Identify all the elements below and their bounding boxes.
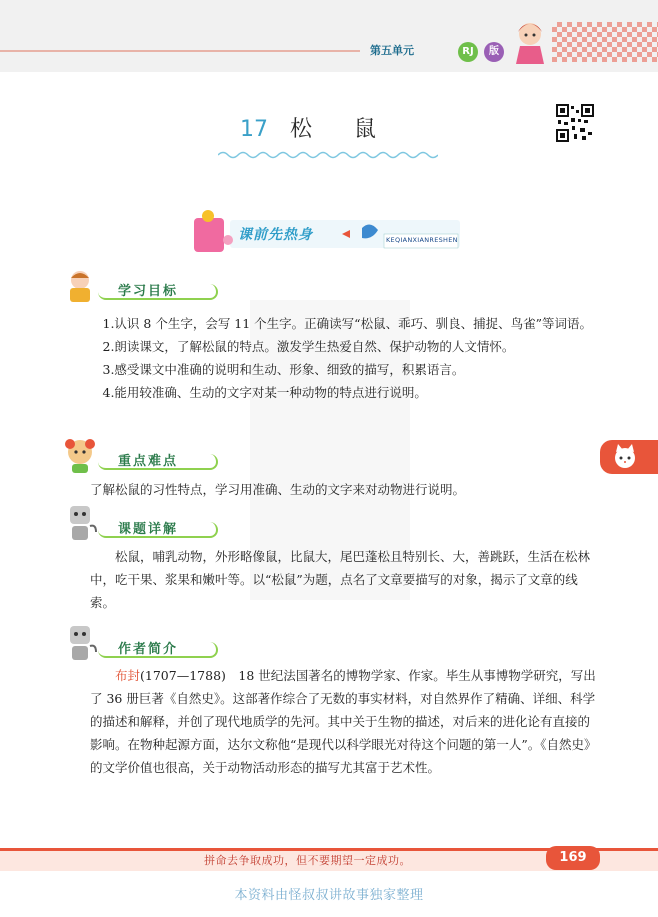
unit-label: 第五单元 [370, 44, 414, 57]
robot-mascot-icon [62, 502, 98, 542]
side-chapter-tab [600, 440, 658, 474]
dog-mascot-icon [62, 436, 98, 474]
lesson-title [240, 112, 440, 146]
student-mascot-icon [62, 268, 98, 304]
goal-item: 3.感受课文中准确的说明和生动、形象、细致的描写，积累语言。 [102, 362, 465, 377]
section-header-goals [60, 270, 220, 304]
cat-mascot-icon [610, 442, 640, 472]
robot-mascot-icon [62, 622, 98, 662]
goals-list [90, 312, 600, 404]
warmup-banner [192, 210, 464, 260]
section-header-topic [60, 508, 220, 542]
footer-quote: 拼命去争取成功，但不要期望一定成功。 [204, 854, 411, 867]
goal-item: 2.朗读课文，了解松鼠的特点。激发学生热爱自然、保护动物的人文情怀。 [102, 339, 515, 354]
section-header-key [60, 440, 220, 474]
lesson-number: 17 [240, 117, 268, 142]
edition-badge: 版 [484, 42, 504, 62]
title-char-2: 鼠 [354, 117, 377, 142]
goal-item: 1.认识 8 个生字，会写 11 个生字。正确读写“松鼠、乖巧、驯良、捕捉、鸟雀”等词语。 [102, 316, 592, 331]
mascot-girl-icon [508, 16, 552, 66]
section-heading: 重点难点 [118, 454, 179, 469]
qr-code-icon[interactable] [556, 104, 594, 142]
banner-pinyin: KEQIANXIANRESHEN [386, 236, 458, 244]
rj-badge: RJ [458, 42, 478, 62]
author-paragraph [90, 664, 600, 779]
title-char-1: 松 [290, 117, 313, 142]
title-wave-divider [218, 150, 438, 160]
section-header-author [60, 628, 220, 662]
section-heading: 作者简介 [118, 642, 179, 657]
header-rule [0, 50, 360, 52]
author-name: 布封 [115, 668, 141, 683]
author-text: (1707—1788) 18 世纪法国著名的博物学家、作家。毕生从事博物学研究，写出了 36 册巨著《自然史》。这部著作综合了无数的事实材料，对自然界作了精确、详细、科学的描述和解释，并创了现代地质学的先河。其中关于生物的描述，对后来的进化论有直接的影响。在物种起源方面，达尔文称他“是现代以科学眼光对待这个问题的第一人”。《自然史》的文学价值也很高，关于动物活动形态的描写尤其富于艺术性。 [90, 668, 597, 775]
credit-line: 本资料由怪叔叔讲故事独家整理 [234, 888, 424, 903]
page-number: 169 [546, 846, 600, 870]
section-heading: 学习目标 [118, 284, 179, 299]
topic-text: 松鼠，哺乳动物，外形略像鼠，比鼠大，尾巴蓬松且特别长、大，善跳跃，生活在松林中，吃干果、浆果和嫩叶等。以“松鼠”为题，点名了文章要描写的对象，揭示了文章的线索。 [90, 549, 591, 610]
key-points [90, 478, 600, 501]
topic-detail [90, 545, 600, 614]
section-heading: 课题详解 [118, 522, 179, 537]
checker-decoration [552, 22, 658, 62]
goal-item: 4.能用较准确、生动的文字对某一种动物的特点进行说明。 [102, 385, 427, 400]
key-points-text: 了解松鼠的习性特点，学习用准确、生动的文字来对动物进行说明。 [90, 482, 466, 497]
banner-title: 课前先热身 [238, 227, 313, 243]
author-intro [90, 664, 600, 779]
